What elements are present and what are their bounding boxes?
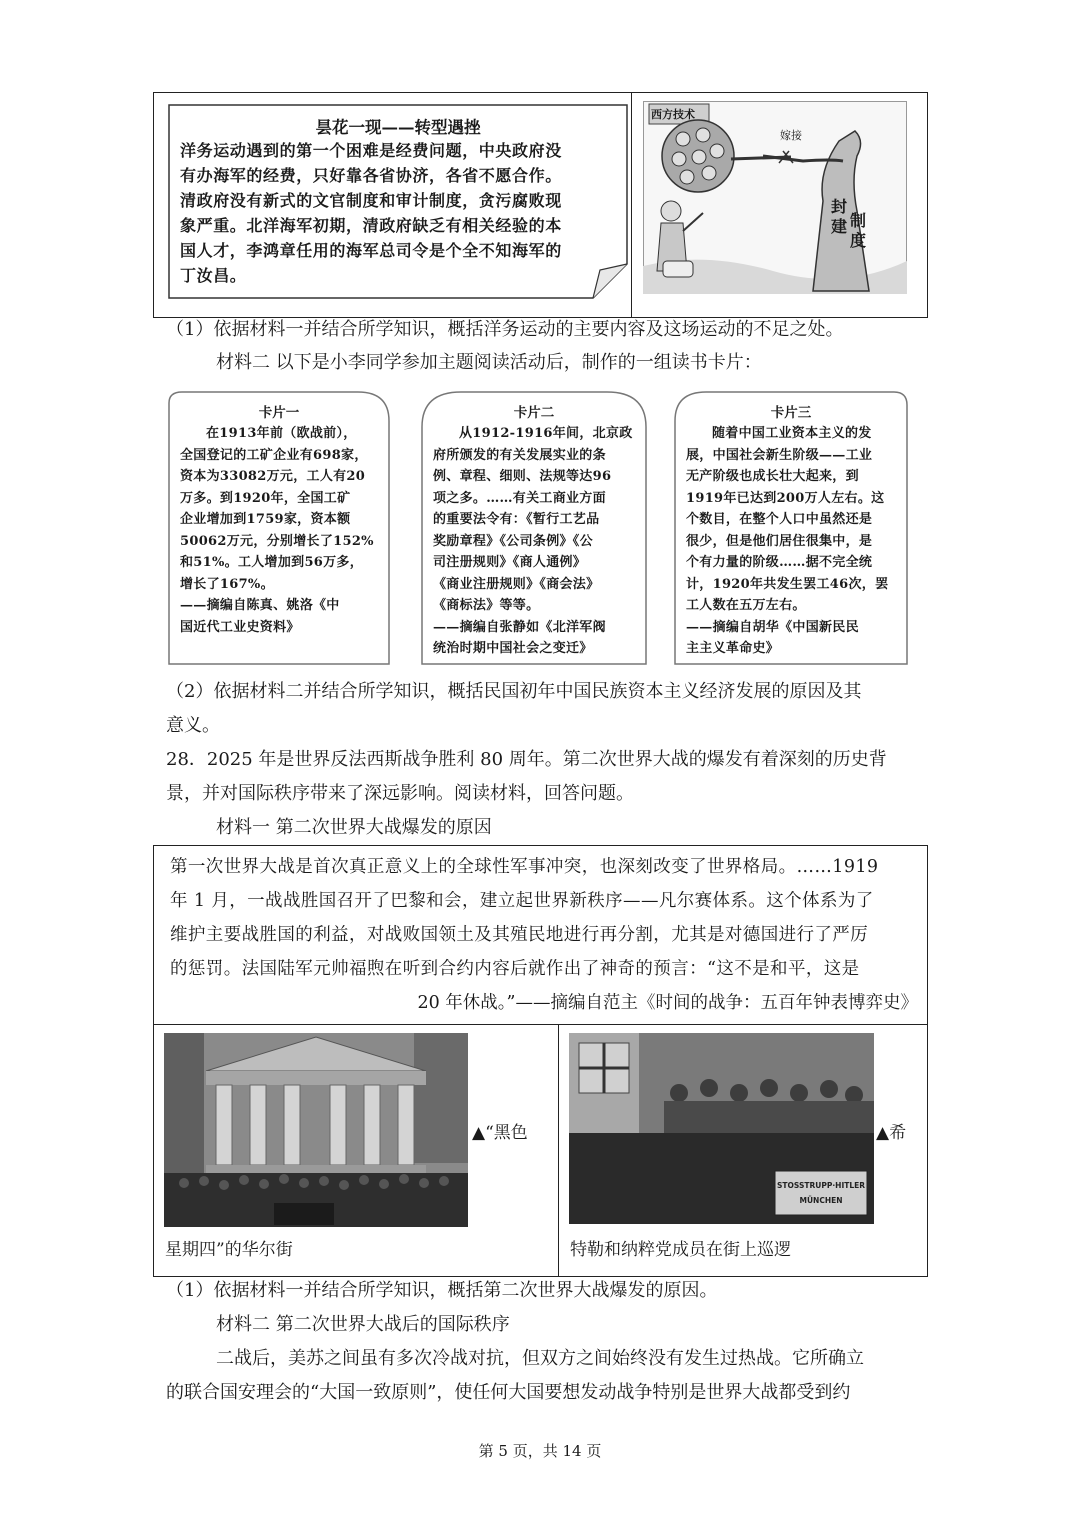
- nazi-patrol-caption-part2: 特勒和纳粹党成员在街上巡逻: [570, 1240, 791, 1260]
- card-line: 统治时期中国社会之变迁》: [433, 641, 593, 656]
- card-line: 国近代工业史资料》: [180, 619, 300, 635]
- reading-card-1: [168, 391, 390, 655]
- card-line: ——摘编自张静如《北洋军阀: [433, 619, 606, 635]
- grafting-cartoon: [643, 101, 907, 294]
- card-title: 卡片二: [513, 405, 555, 421]
- material-top-divider: [631, 92, 632, 318]
- question-1-1: （1）依据材料一并结合所学知识，概括洋务运动的主要内容及这场运动的不足之处。: [166, 319, 844, 340]
- card-line: ——摘编自胡华《中国新民民: [686, 619, 859, 635]
- truck-sign-line2: MÜNCHEN: [799, 1196, 843, 1205]
- card-line: 万多。到1920年，全国工矿: [180, 490, 351, 506]
- card-line: 在1913年前（欧战前），: [206, 426, 357, 441]
- question-28-cont: 景，并对国际秩序带来了深远影响。阅读材料，回答问题。: [166, 783, 634, 804]
- note-card: [168, 104, 628, 299]
- reading-card-3: [674, 391, 908, 655]
- card-line: 50062万元，分别增长了152%: [180, 533, 374, 549]
- trunk-char: 度: [849, 231, 866, 250]
- card-line: 企业增加到1759家，资本额: [180, 512, 351, 527]
- material-1-line: 年 1 月，一战战胜国召开了巴黎和会，建立起世界新秩序——凡尔赛体系。这个体系为了: [170, 891, 874, 911]
- material-1-line: 第一次世界大战是首次真正意义上的全球性军事冲突，也深刻改变了世界格局。……1919: [170, 857, 879, 877]
- cartoon-sign-label: 西方技术: [651, 108, 695, 121]
- card-line: 主主义革命史》: [686, 641, 780, 656]
- card-line: 增长了167%。: [180, 576, 274, 592]
- wall-street-photo: [164, 1033, 468, 1227]
- card-line: 司注册规则》《商人通例》: [433, 555, 587, 570]
- cartoon-trunk-label-2: [848, 211, 868, 251]
- note-line: 国人才，李鸿章任用的海军总司令是个全不知海军的: [180, 241, 562, 260]
- page-footer: 第 5 页，共 14 页: [478, 1442, 602, 1460]
- note-title: 昙花一现——转型遇挫: [315, 118, 481, 137]
- card-line: 工人数在五万左右。: [686, 598, 806, 613]
- note-line: 丁汝昌。: [180, 266, 247, 285]
- card-line: 例、章程、细则、法规等达96: [433, 469, 612, 484]
- card-line: 很少，但是他们居住很集中，是: [686, 533, 873, 549]
- card-line: 《商业注册规则》《商会法》: [433, 576, 600, 592]
- question-28: 28．2025 年是世界反法西斯战争胜利 80 周年。第二次世界大战的爆发有着深刻的历史背: [166, 749, 887, 770]
- card-line: 《商标法》等等。: [433, 598, 540, 613]
- card-line: 和51%。工人增加到56万多，: [180, 555, 364, 570]
- trunk-char: 制: [849, 211, 866, 230]
- trunk-char: 封: [830, 197, 847, 216]
- question-1-2-cont: 意义。: [166, 715, 220, 736]
- card-line: 个数目，在整个人口中虽然还是: [686, 512, 873, 527]
- material-2-text-cont: 的联合国安理会的“大国一致原则”，使任何大国要想发动战争特别是世界大战都受到约: [166, 1382, 851, 1403]
- note-line: 有办海军的经费，只好靠各省协济，各省不愿合作。: [180, 166, 562, 185]
- material-2-text: 二战后，美苏之间虽有多次冷战对抗，但双方之间始终没有发生过热战。它所确立: [216, 1348, 864, 1369]
- question-1-2: （2）依据材料二并结合所学知识，概括民国初年中国民族资本主义经济发展的原因及其: [166, 681, 862, 702]
- material-1-photo-divider: [558, 1024, 559, 1277]
- note-line: 洋务运动遇到的第一个困难是经费问题，中央政府没: [180, 141, 562, 160]
- card-body: [180, 423, 380, 638]
- card-line: 从1912-1916年间，北京政: [459, 426, 633, 441]
- material-1-source: 20 年休战。”——摘编自范主《时间的战争：五百年钟表博弈史》: [417, 993, 918, 1013]
- wall-street-image: [164, 1033, 468, 1227]
- card-title: 卡片一: [258, 405, 300, 421]
- material-2-title: 材料二 第二次世界大战后的国际秩序: [216, 1314, 510, 1335]
- card-title: 卡片三: [770, 405, 812, 421]
- question-28-1: （1）依据材料一并结合所学知识，概括第二次世界大战爆发的原因。: [166, 1280, 718, 1301]
- wall-street-caption-part2: 星期四”的华尔街: [165, 1240, 293, 1260]
- card-line: 的重要法令有：《暂行工艺品: [433, 512, 600, 527]
- material-1-text: [170, 850, 920, 986]
- note-line: 清政府没有新式的文官制度和审计制度，贪污腐败现: [180, 191, 562, 210]
- truck-sign-line1: STOSSTRUPP·HITLER: [777, 1181, 866, 1190]
- card-line: 展，中国社会新生阶级——工业: [686, 447, 873, 463]
- card-line: ——摘编自陈真、姚洛《中: [180, 598, 340, 613]
- card-line: 1919年已达到200万人左右。这: [686, 490, 885, 506]
- note-line: 象严重。北洋海军初期，清政府缺乏有相关经验的本: [180, 216, 562, 235]
- cartoon-trunk-label: [829, 197, 849, 237]
- nazi-patrol-caption-part1: ▲希: [876, 1123, 907, 1143]
- card-body: [686, 423, 900, 660]
- cartoon-drawing: [643, 101, 907, 294]
- card-line: 个有力量的阶级……据不完全统: [686, 555, 873, 570]
- material-1-line: 的惩罚。法国陆军元帅福煦在听到合约内容后就作出了神奇的预言：“这不是和平，这是: [170, 959, 860, 979]
- card-line: 奖励章程》《公司条例》《公: [433, 533, 593, 549]
- card-line: 随着中国工业资本主义的发: [712, 426, 872, 441]
- card-line: 计，1920年共发生罢工46次，罢: [686, 576, 889, 592]
- card-line: 资本为33082万元，工人有20: [180, 469, 366, 484]
- wall-street-caption-part1: ▲“黑色: [472, 1123, 528, 1143]
- card-body: [433, 423, 639, 660]
- note-body: [180, 138, 620, 288]
- card-line: 项之多。……有关工商业方面: [433, 490, 606, 506]
- nazi-patrol-photo: [569, 1033, 874, 1224]
- material-2-intro: 材料二 以下是小李同学参加主题阅读活动后，制作的一组读书卡片：: [216, 352, 762, 373]
- card-line: 无产阶级也成长壮大起来，到: [686, 469, 859, 484]
- reading-card-2: [421, 391, 643, 655]
- trunk-char: 建: [830, 217, 847, 236]
- card-line: 全国登记的工矿企业有698家，: [180, 447, 368, 463]
- material-1-title: 材料一 第二次世界大战爆发的原因: [216, 817, 492, 838]
- material-1-line: 维护主要战胜国的利益，对战败国领土及其殖民地进行再分割，尤其是对德国进行了严厉: [170, 925, 869, 945]
- card-line: 府所颁发的有关发展实业的条: [433, 447, 606, 463]
- material-1-divider: [153, 1024, 928, 1025]
- cartoon-graft-label: 嫁接: [780, 129, 802, 142]
